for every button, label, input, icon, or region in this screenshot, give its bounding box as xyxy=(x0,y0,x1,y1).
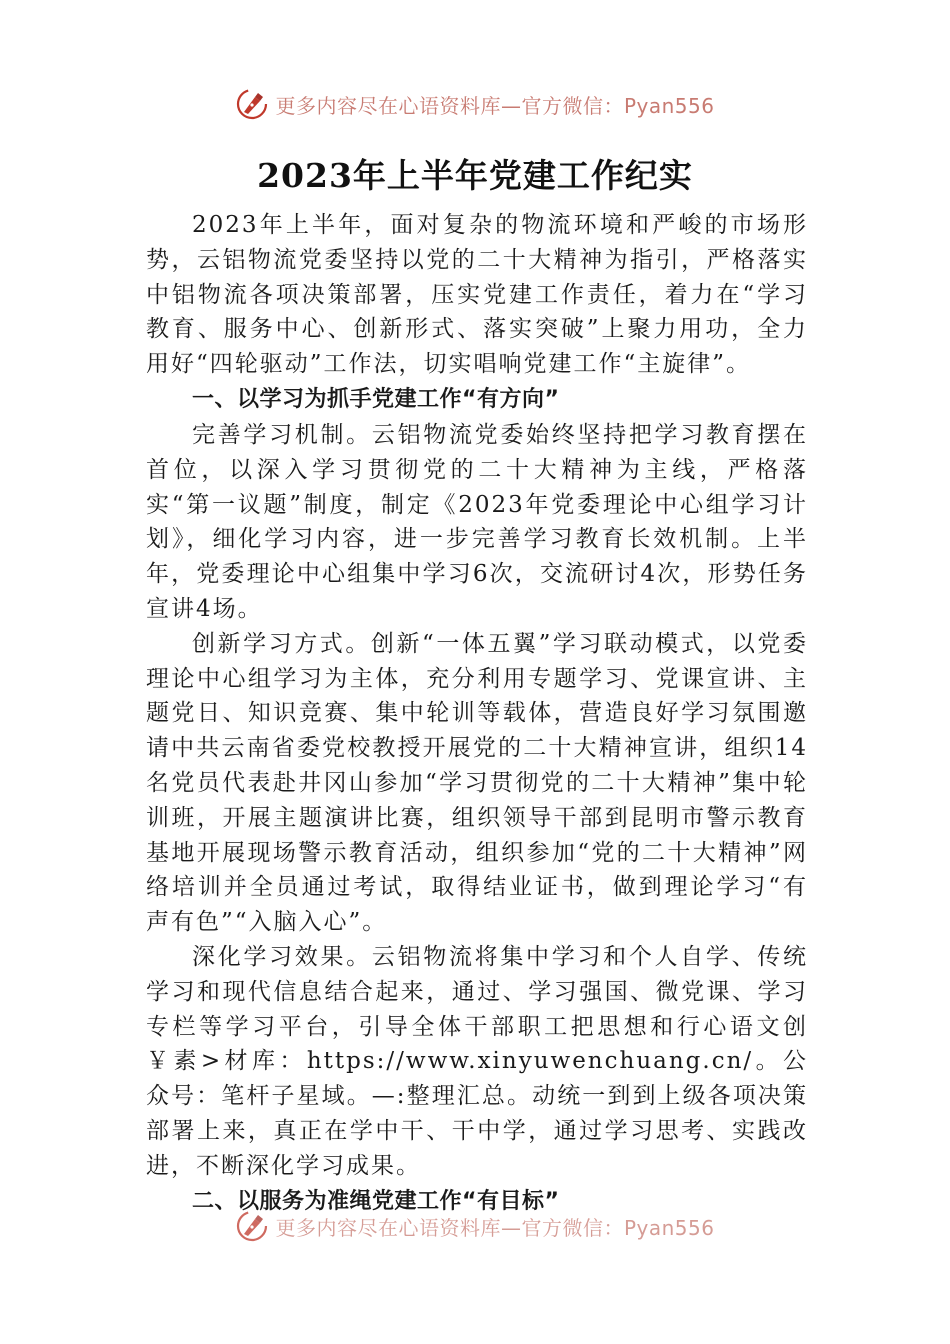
document-body xyxy=(146,208,808,1220)
watermark-footer xyxy=(0,1206,950,1246)
watermark-text: 更多内容尽在心语资料库—官方微信：Pyan556 xyxy=(275,1215,715,1240)
intro-paragraph: 2023年上半年，面对复杂的物流环境和严峻的市场形势，云铝物流党委坚持以党的二十大精神为指引，严格落实中铝物流各项决策部署，压实党建工作责任，着力在“学习教育、服务中心、创新形式、落实突破”上聚力用功，全力用好“四轮驱动”工作法，切实唱响党建工作“主旋律”。 xyxy=(146,212,808,378)
section-heading-2: 二、以服务为准绳党建工作“有目标” xyxy=(192,1188,560,1214)
pen-nib-logo-icon xyxy=(235,87,269,121)
document-title: 2023年上半年党建工作纪实 xyxy=(257,156,693,195)
pen-nib-logo-icon xyxy=(235,1209,269,1243)
body-paragraph: 创新学习方式。创新“一体五翼”学习联动模式，以党委理论中心组学习为主体，充分利用专题学习、党课宣讲、主题党日、知识竞赛、集中轮训等载体，营造良好学习氛围邀请中共云南省委党校教授开展党的二十大精神宣讲，组织14名党员代表赴井冈山参加“学习贯彻党的二十大精神”集中轮训班，开展主题演讲比赛，组织领导干部到昆明市警示教育基地开展现场警示教育活动，组织参加“党的二十大精神”网络培训并全员通过考试，取得结业证书，做到理论学习“有声有色”“入脑入心”。 xyxy=(146,630,808,936)
body-paragraph: 深化学习效果。云铝物流将集中学习和个人自学、传统学习和现代信息结合起来，通过、学习强国、微党课、学习专栏等学习平台，引导全体干部职工把思想和行心语文创￥素>材库：https://www.xinyuwenchuang.cn/。公众号：笔杆子星域。—:整理汇总。动统一到到上级各项决策部署上来，真正在学中干、干中学，通过学习思考、实践改进，不断深化学习成果。 xyxy=(146,943,808,1179)
body-paragraph: 完善学习机制。云铝物流党委始终坚持把学习教育摆在首位，以深入学习贯彻党的二十大精神为主线，严格落实“第一议题”制度，制定《2023年党委理论中心组学习计划》，细化学习内容，进一步完善学习教育长效机制。上半年，党委理论中心组集中学习6次，交流研讨4次，形势任务宣讲4场。 xyxy=(146,421,808,622)
section-heading-1: 一、以学习为抓手党建工作“有方向” xyxy=(192,386,560,412)
watermark-header xyxy=(0,84,950,124)
watermark-text: 更多内容尽在心语资料库—官方微信：Pyan556 xyxy=(275,93,715,118)
